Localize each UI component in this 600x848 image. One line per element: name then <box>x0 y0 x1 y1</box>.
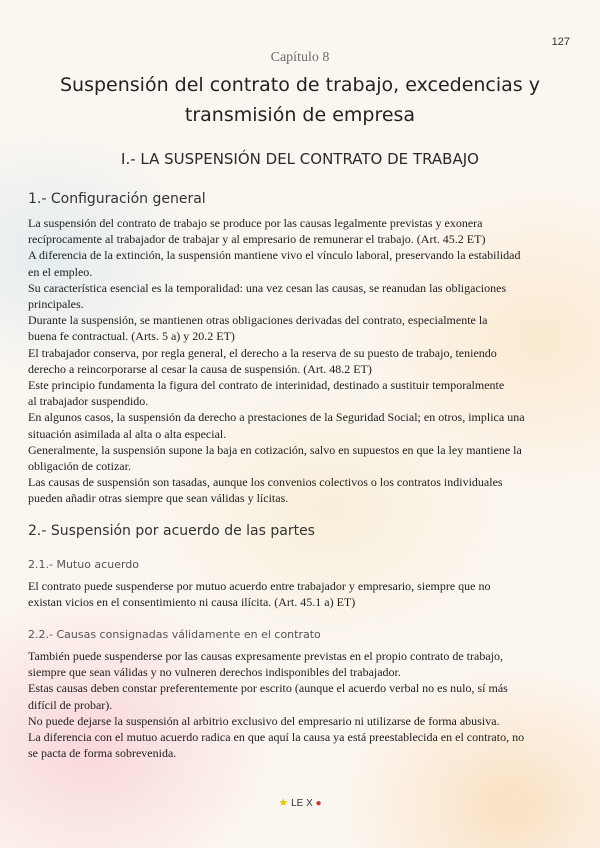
page-number: 127 <box>551 36 570 48</box>
text-line: buena fe contractual. (Arts. 5 a) y 20.2 ET) <box>28 329 235 344</box>
heading-mutuo-acuerdo: 2.1.- Mutuo acuerdo <box>28 558 139 571</box>
text-line: También puede suspenderse por las causas expresamente previstas en el propio contrato de trabajo, <box>28 649 503 663</box>
footer-logo <box>0 796 600 809</box>
chapter-title-line-1: Suspensión del contrato de trabajo, excedencias y <box>59 74 540 96</box>
text-line: situación asimilada al alta o alta especial. <box>28 426 227 441</box>
paragraph-causas-consignadas <box>28 648 576 761</box>
star-icon: ★ <box>278 797 289 809</box>
text-line: La diferencia con el mutuo acuerdo radica en que aquí la causa ya está preestablecida en el contrato, no <box>28 730 525 745</box>
text-line: al trabajador suspendido. <box>28 394 149 409</box>
text-line: derecho a reincorporarse al cesar la causa de suspensión. (Art. 48.2 ET) <box>28 361 372 376</box>
text-line: en el empleo. <box>28 264 93 279</box>
paragraph-configuracion-general <box>28 215 576 507</box>
text-line: difícil de probar). <box>28 697 113 712</box>
heading-suspension-acuerdo: 2.- Suspensión por acuerdo de las partes <box>28 523 315 539</box>
text-line: pueden añadir otras siempre que sean válidas y lícitas. <box>28 491 289 506</box>
text-line: siempre que sean válidas y no vulneren derechos indisponibles del trabajador. <box>28 665 401 680</box>
chapter-label: Capítulo 8 <box>270 50 330 65</box>
chapter-title-line-2: transmisión de empresa <box>184 104 416 126</box>
text-line: Este principio fundamenta la figura del contrato de interinidad, destinado a sustituir temporalmente <box>28 378 505 393</box>
text-line: principales. <box>28 297 84 312</box>
text-line: recíprocamente al trabajador de trabajar y al empresario de remunerar el trabajo. (Art. 45.2 ET) <box>28 232 486 247</box>
text-line: La suspensión del contrato de trabajo se produce por las causas legalmente previstas y exonera <box>28 216 483 230</box>
chapter-title <box>40 70 560 130</box>
heading-configuracion-general: 1.- Configuración general <box>28 191 206 207</box>
heading-causas-consignadas: 2.2.- Causas consignadas válidamente en el contrato <box>28 628 321 641</box>
text-line: Su característica esencial es la temporalidad: una vez cesan las causas, se reanudan las obligaciones <box>28 280 507 295</box>
drop-icon: ● <box>315 798 322 809</box>
text-line: Durante la suspensión, se mantienen otras obligaciones derivadas del contrato, especialmente la <box>28 313 488 328</box>
paragraph-mutuo-acuerdo <box>28 578 576 610</box>
section-title: I.- LA SUSPENSIÓN DEL CONTRATO DE TRABAJO <box>121 150 479 168</box>
text-line: existan vicios en el consentimiento ni causa ilícita. (Art. 45.1 a) ET) <box>28 595 356 610</box>
text-line: El trabajador conserva, por regla general, el derecho a la reserva de su puesto de trabajo, teniendo <box>28 345 497 360</box>
text-line: El contrato puede suspenderse por mutuo acuerdo entre trabajador y empresario, siempre que no <box>28 579 491 593</box>
text-line: A diferencia de la extinción, la suspensión mantiene vivo el vínculo laboral, preservando la estabilidad <box>28 248 521 263</box>
text-line: Las causas de suspensión son tasadas, aunque los convenios colectivos o los contratos individuales <box>28 475 503 490</box>
text-line: Estas causas deben constar preferentemente por escrito (aunque el acuerdo verbal no es nulo, sí más <box>28 681 508 696</box>
text-line: En algunos casos, la suspensión da derecho a prestaciones de la Seguridad Social; en otros, implica una <box>28 410 525 425</box>
text-line: Generalmente, la suspensión supone la baja en cotización, salvo en supuestos en que la ley mantiene la <box>28 442 522 457</box>
footer-logo-text: LE X <box>291 798 313 809</box>
text-line: se pacta de forma sobrevenida. <box>28 746 177 761</box>
text-line: No puede dejarse la suspensión al arbitrio exclusivo del empresario ni utilizarse de forma abusiva. <box>28 713 500 728</box>
text-line: obligación de cotizar. <box>28 459 131 474</box>
